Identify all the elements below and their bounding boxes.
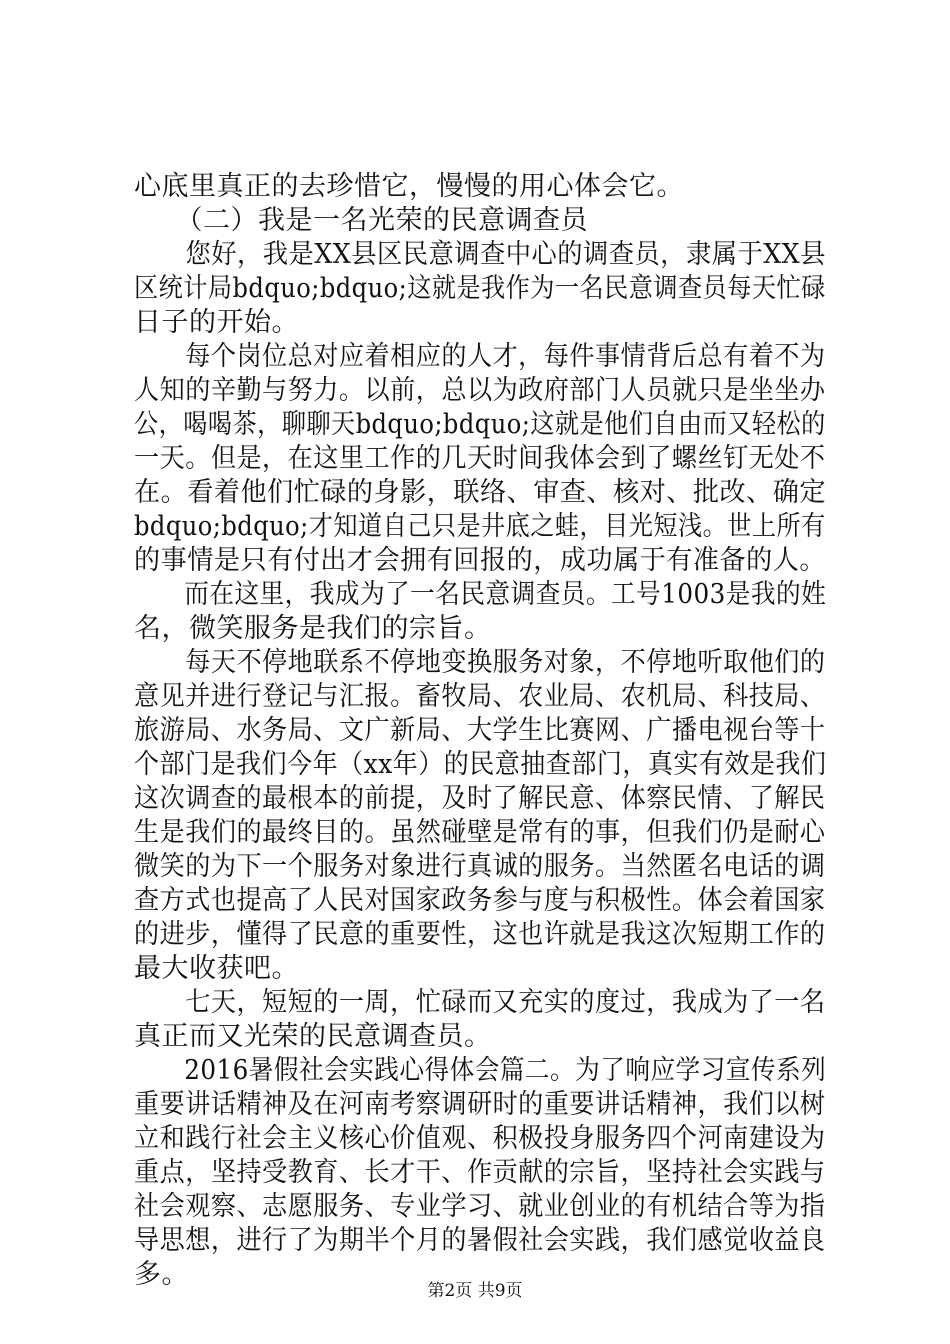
text-line: 导思想，进行了为期半个月的暑假社会实践，我们感觉收益良 <box>134 1225 826 1256</box>
text-line: 多。 <box>134 1259 189 1290</box>
text-line: 的进步，懂得了民意的重要性，这也许就是我这次短期工作的 <box>134 919 826 950</box>
text-line: 最大收获吧。 <box>134 953 299 984</box>
text-line: 一天。但是，在这里工作的几天时间我体会到了螺丝钉无处不 <box>134 443 826 474</box>
text-line: 七天，短短的一周，忙碌而又充实的度过，我成为了一名 <box>134 987 826 1018</box>
text-line: 意见并进行登记与汇报。畜牧局、农业局、农机局、科技局、 <box>134 681 826 712</box>
text-line: 心底里真正的去珍惜它，慢慢的用心体会它。 <box>134 171 684 202</box>
text-line: 微笑的为下一个服务对象进行真诚的服务。当然匿名电话的调 <box>134 851 826 882</box>
text-line: bdquo;bdquo;才知道自己只是井底之蛙，目光短浅。世上所有 <box>134 511 826 542</box>
text-line: 名，微笑服务是我们的宗旨。 <box>134 613 492 644</box>
text-line: 每天不停地联系不停地变换服务对象，不停地听取他们的 <box>134 647 826 678</box>
text-line: 每个岗位总对应着相应的人才，每件事情背后总有着不为 <box>134 341 826 372</box>
text-line: 重点，坚持受教育、长才干、作贡献的宗旨，坚持社会实践与 <box>134 1157 826 1188</box>
text-line: 社会观察、志愿服务、专业学习、就业创业的有机结合等为指 <box>134 1191 826 1222</box>
text-line: 这次调查的最根本的前提，及时了解民意、体察民情、了解民 <box>134 783 826 814</box>
text-line: 而在这里，我成为了一名民意调查员。工号1003是我的姓 <box>134 579 827 610</box>
text-line: 在。看着他们忙碌的身影，联络、审查、核对、批改、确定 <box>134 477 826 508</box>
text-line: 区统计局bdquo;bdquo;这就是我作为一名民意调查员每天忙碌 <box>134 273 826 304</box>
section-heading: （二）我是一名光荣的民意调查员 <box>134 205 588 236</box>
text-line: 生是我们的最终目的。虽然碰壁是常有的事，但我们仍是耐心 <box>134 817 826 848</box>
text-line: 查方式也提高了人民对国家政务参与度与积极性。体会着国家 <box>134 885 826 916</box>
text-line: 2016暑假社会实践心得体会篇二。为了响应学习宣传系列 <box>134 1055 827 1086</box>
text-line: 立和践行社会主义核心价值观、积极投身服务四个河南建设为 <box>134 1123 826 1154</box>
text-line: 的事情是只有付出才会拥有回报的，成功属于有准备的人。 <box>134 545 826 576</box>
text-line: 重要讲话精神及在河南考察调研时的重要讲话精神，我们以树 <box>134 1089 826 1120</box>
text-line: 个部门是我们今年（xx年）的民意抽查部门，真实有效是我们 <box>134 749 827 780</box>
text-line: 日子的开始。 <box>134 307 299 338</box>
text-line: 您好，我是XX县区民意调查中心的调查员，隶属于XX县 <box>134 239 826 270</box>
text-line: 旅游局、水务局、文广新局、大学生比赛网、广播电视台等十 <box>134 715 826 746</box>
page-number-footer: 第2页 共9页 <box>427 1281 523 1301</box>
text-line: 公，喝喝茶，聊聊天bdquo;bdquo;这就是他们自由而又轻松的 <box>134 409 826 440</box>
text-line: 人知的辛勤与努力。以前，总以为政府部门人员就只是坐坐办 <box>134 375 826 406</box>
text-line: 真正而又光荣的民意调查员。 <box>134 1021 492 1052</box>
